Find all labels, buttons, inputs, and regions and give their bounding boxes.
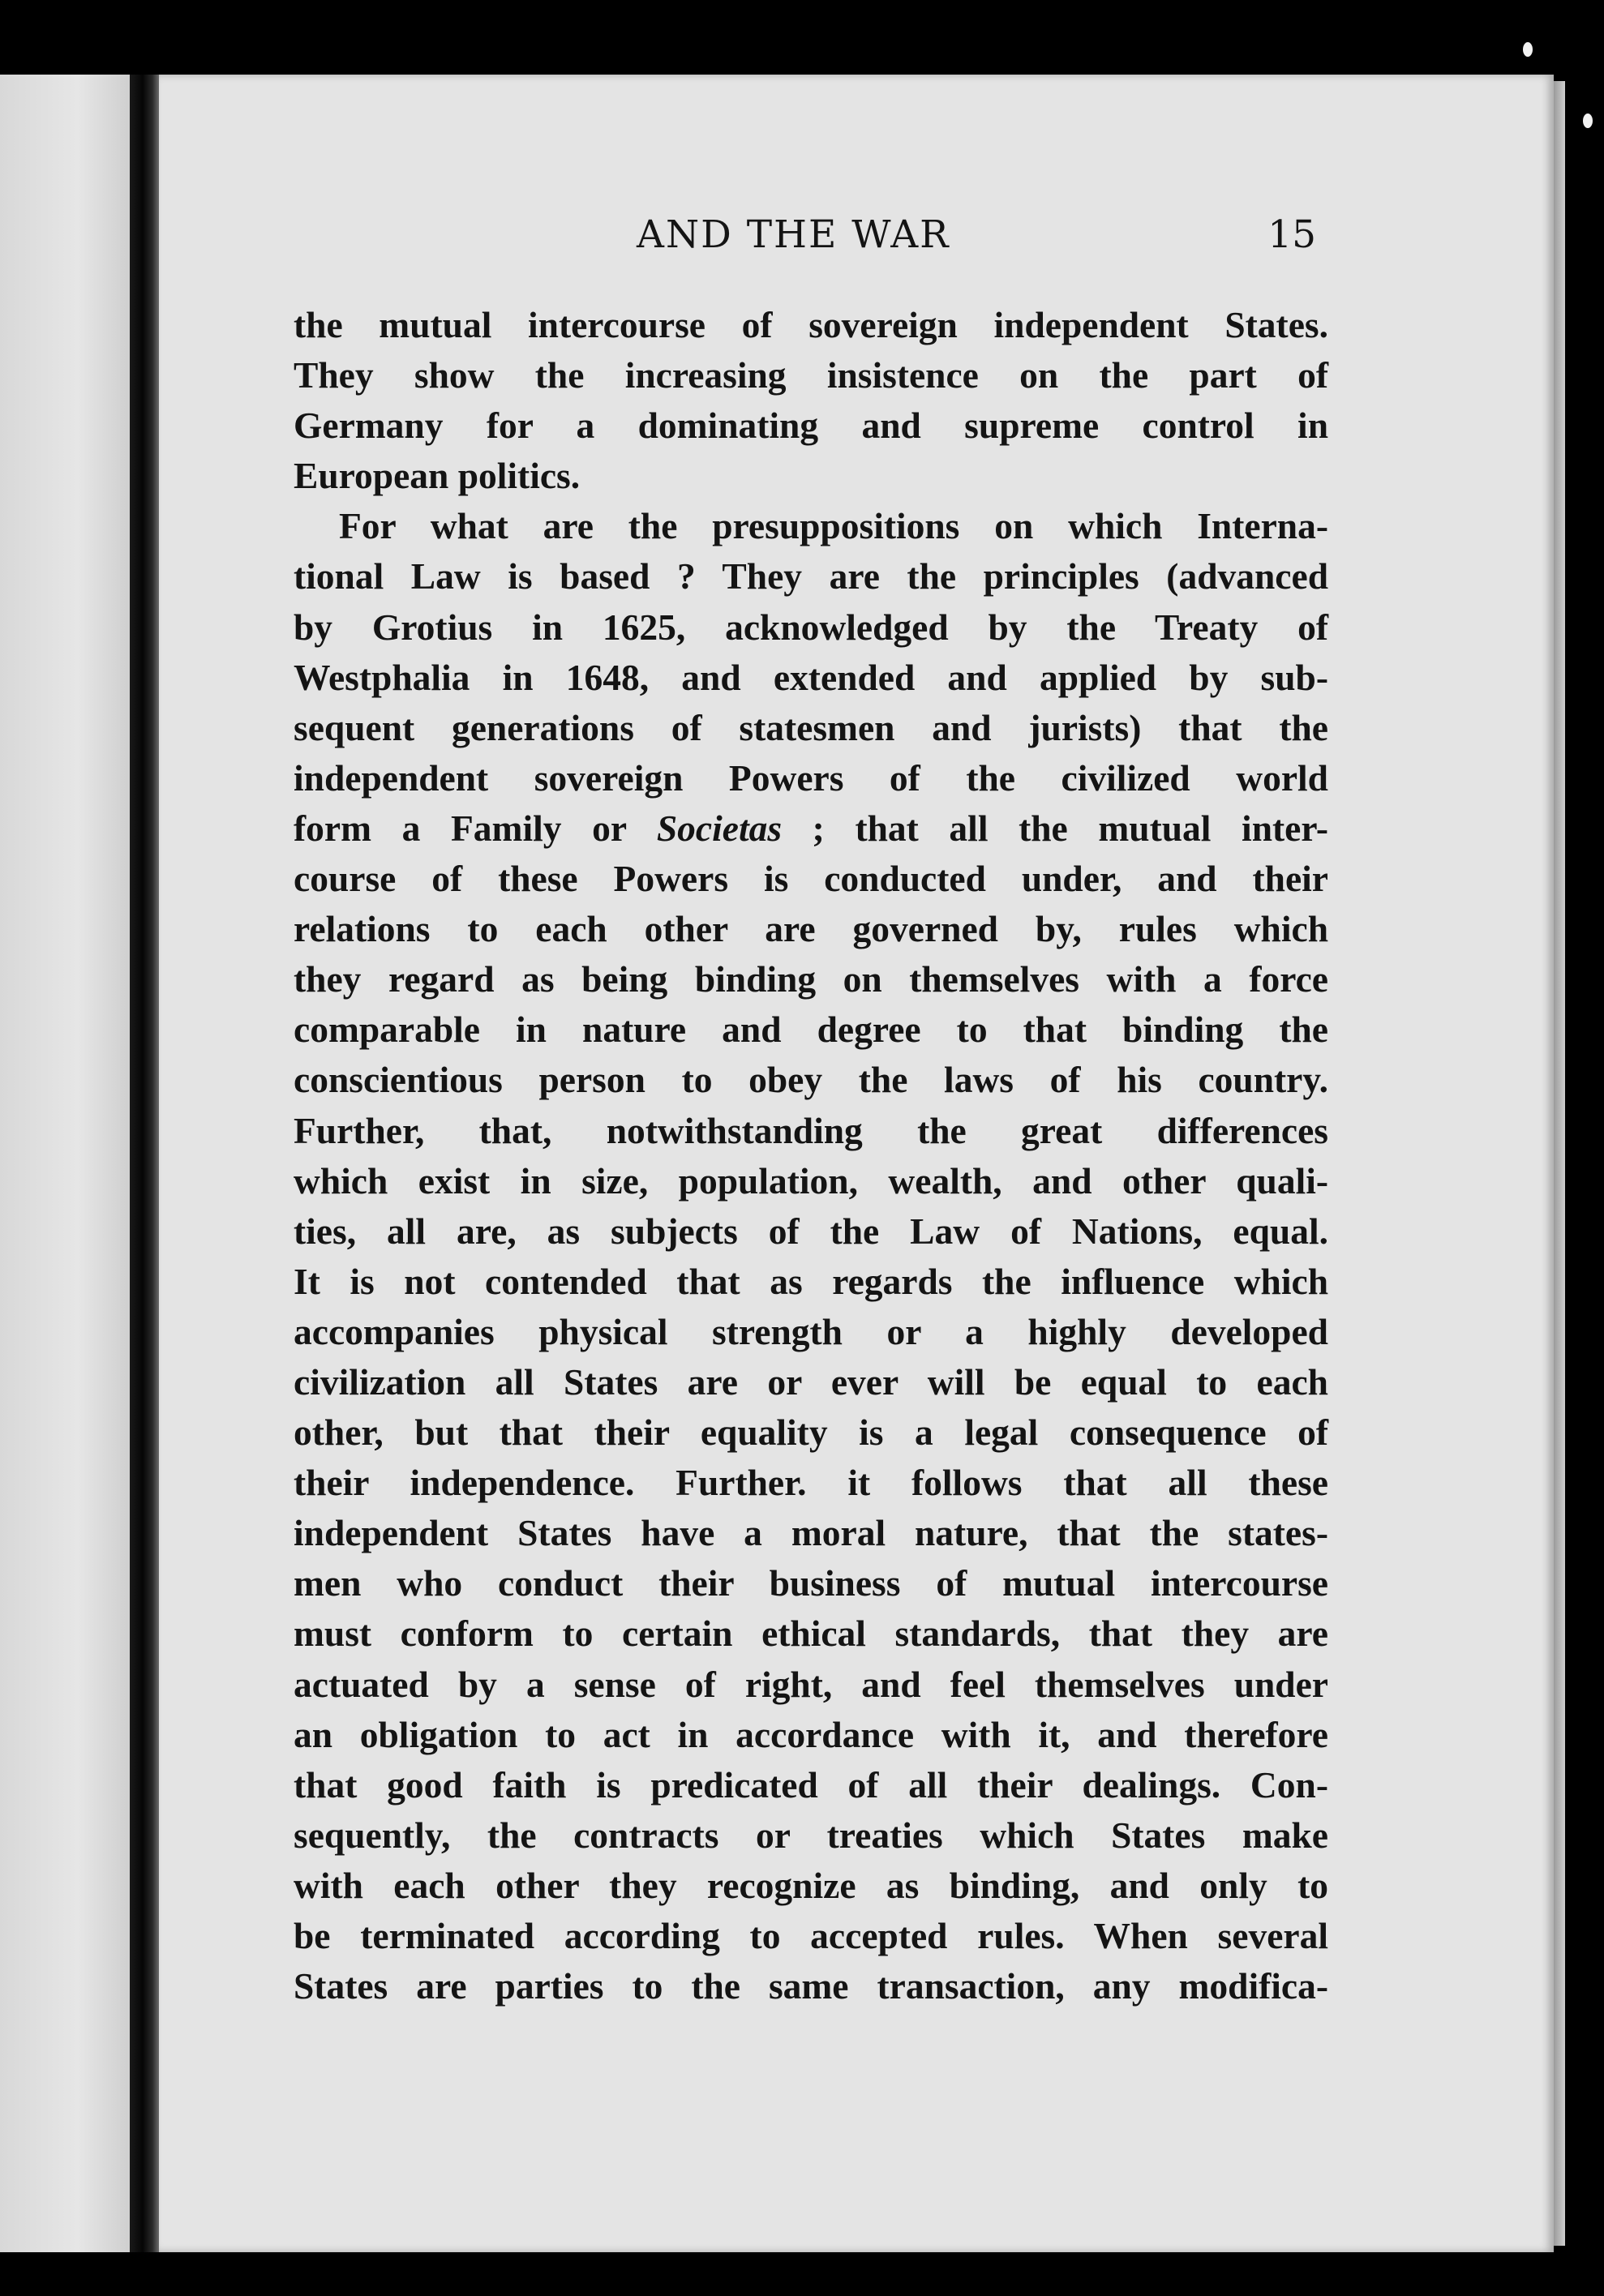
text-line: course of these Powers is conducted under, and their [294,858,1328,900]
text-line: Further, that, notwithstanding the great differences [294,1109,1328,1151]
text-line: tional Law is based ? They are the principles (advanced [294,555,1328,598]
text-line: with each other they recognize as binding, and only to [294,1864,1328,1906]
text-line: For what are the presuppositions on which Interna- [339,505,1328,547]
page-number: 15 [1267,212,1316,257]
facing-page-sliver [0,75,130,2252]
text-line: men who conduct their business of mutual intercourse [294,1562,1328,1604]
text-line: conscientious person to obey the laws of his country. [294,1059,1328,1101]
text-line: independent sovereign Powers of the civilized world [294,756,1328,799]
scan-speck [1523,42,1533,57]
text-line: sequent generations of statesmen and jurists) that the [294,706,1328,748]
body-text [294,300,1328,2011]
text-line: It is not contended that as regards the influence which [294,1260,1328,1302]
text-line: comparable in nature and degree to that binding the [294,1009,1328,1051]
text-line: must conform to certain ethical standards, that they are [294,1613,1328,1655]
text-line: relations to each other are governed by, rules which [294,908,1328,950]
text-line: sequently, the contracts or treaties which States make [294,1814,1328,1856]
text-line: form a Family or Societas ; that all the mutual inter- [294,807,1328,849]
book-gutter [130,75,162,2252]
italic-word: Societas [656,807,783,849]
text-line: be terminated according to accepted rules. When several [294,1915,1328,1956]
text-line: independent States have a moral nature, that the states- [294,1512,1328,1554]
running-head [296,209,1316,271]
page-edge [1554,81,1565,2246]
text-line: they regard as being binding on themselves with a force [294,958,1328,1000]
text-line: They show the increasing insistence on the part of [294,354,1328,396]
running-head-title: AND THE WAR [637,212,950,257]
scan-speck [1583,114,1593,128]
text-line: actuated by a sense of right, and feel themselves under [294,1663,1328,1705]
text-line: which exist in size, population, wealth, and other quali- [294,1159,1328,1202]
text-line: Germany for a dominating and supreme control in [294,405,1328,447]
text-line: accompanies physical strength or a highly developed [294,1310,1328,1352]
text-line: European politics. [294,455,581,497]
text-line: Westphalia in 1648, and extended and applied by sub- [294,656,1328,698]
text-line: civilization all States are or ever will be equal to each [294,1360,1328,1403]
text-line: that good faith is predicated of all their dealings. Con- [294,1763,1328,1806]
text-line: the mutual intercourse of sovereign independent States. [294,304,1328,345]
text-line: ties, all are, as subjects of the Law of Nations, equal. [294,1210,1328,1252]
text-line: by Grotius in 1625, acknowledged by the Treaty of [294,606,1328,648]
text-line: States are parties to the same transaction, any modifica- [294,1965,1328,2007]
text-line: their independence. Further. it follows that all these [294,1462,1328,1504]
text-line: other, but that their equality is a legal consequence of [294,1411,1328,1454]
text-line: an obligation to act in accordance with it, and therefore [294,1713,1328,1755]
